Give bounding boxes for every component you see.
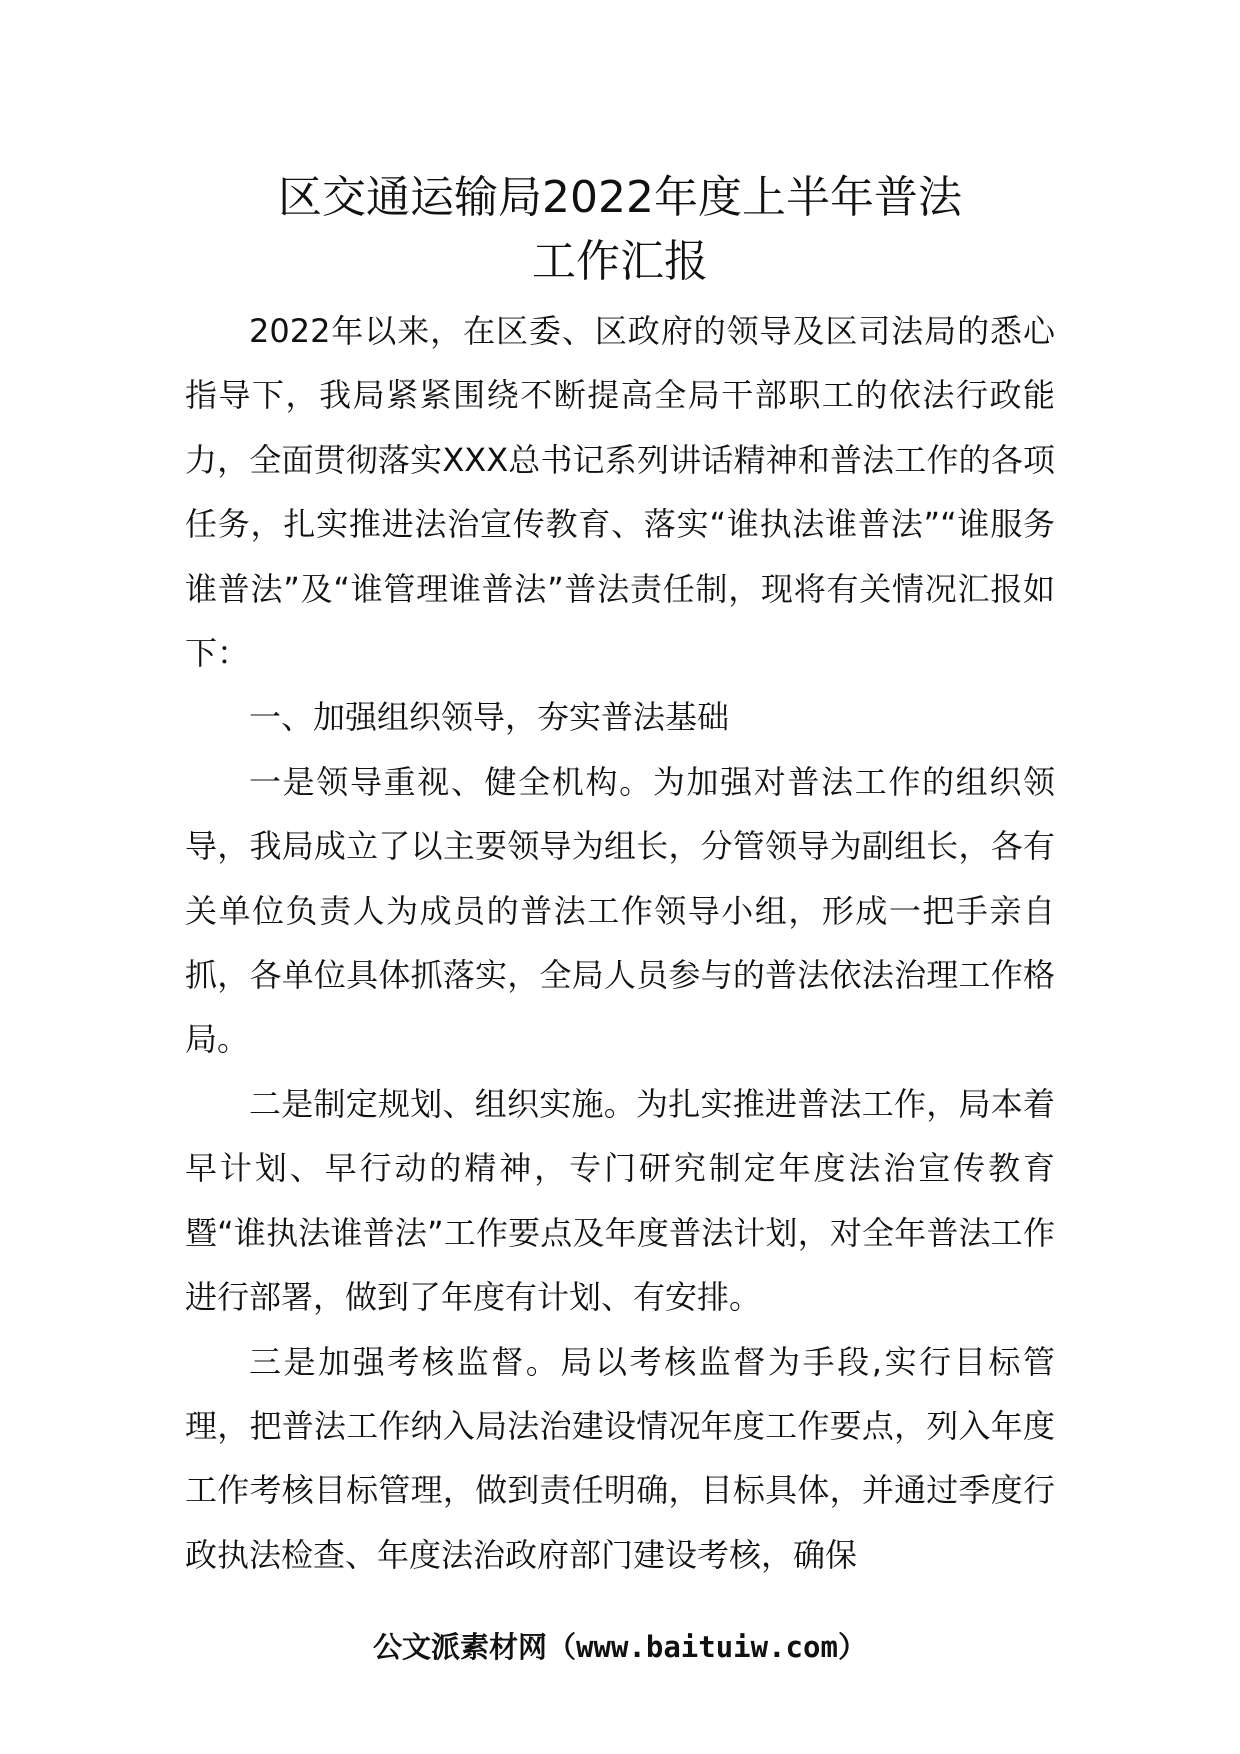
footer-watermark: 公文派素材网（www.baituiw.com） bbox=[373, 1630, 867, 1664]
intro-paragraph: 2022年以来，在区委、区政府的领导及区司法局的悉心指导下，我局紧紧围绕不断提高全局干部职工的依法行政能力，全面贯彻落实XXX总书记系列讲话精神和普法工作的各项任务，扎实推进法治宣传教育、落实“谁执法谁普法”“谁服务谁普法”及“谁管理谁普法”普法责任制，现将有关情况汇报如下： bbox=[185, 312, 1055, 673]
document-title-line-2: 工作汇报 bbox=[532, 236, 708, 287]
section-heading-1: 一、加强组织领导，夯实普法基础 bbox=[249, 698, 730, 737]
paragraph-leadership: 一是领导重视、健全机构。为加强对普法工作的组织领导，我局成立了以主要领导为组长，分管领导为副组长，各有关单位负责人为成员的普法工作领导小组，形成一把手亲自抓，各单位具体抓落实，全局人员参与的普法依法治理工作格局。 bbox=[185, 762, 1055, 1059]
document-title-line-1: 区交通运输局2022年度上半年普法 bbox=[278, 172, 962, 223]
document-body bbox=[185, 299, 1055, 1587]
paragraph-planning: 二是制定规划、组织实施。为扎实推进普法工作，局本着早计划、早行动的精神，专门研究制定年度法治宣传教育暨“谁执法谁普法”工作要点及年度普法计划，对全年普法工作进行部署，做到了年度有计划、有安排。 bbox=[185, 1084, 1055, 1317]
paragraph-assessment: 三是加强考核监督。局以考核监督为手段,实行目标管理，把普法工作纳入局法治建设情况年度工作要点，列入年度工作考核目标管理，做到责任明确，目标具体，并通过季度行政执法检查、年度法治政府部门建设考核，确保 bbox=[185, 1342, 1055, 1574]
